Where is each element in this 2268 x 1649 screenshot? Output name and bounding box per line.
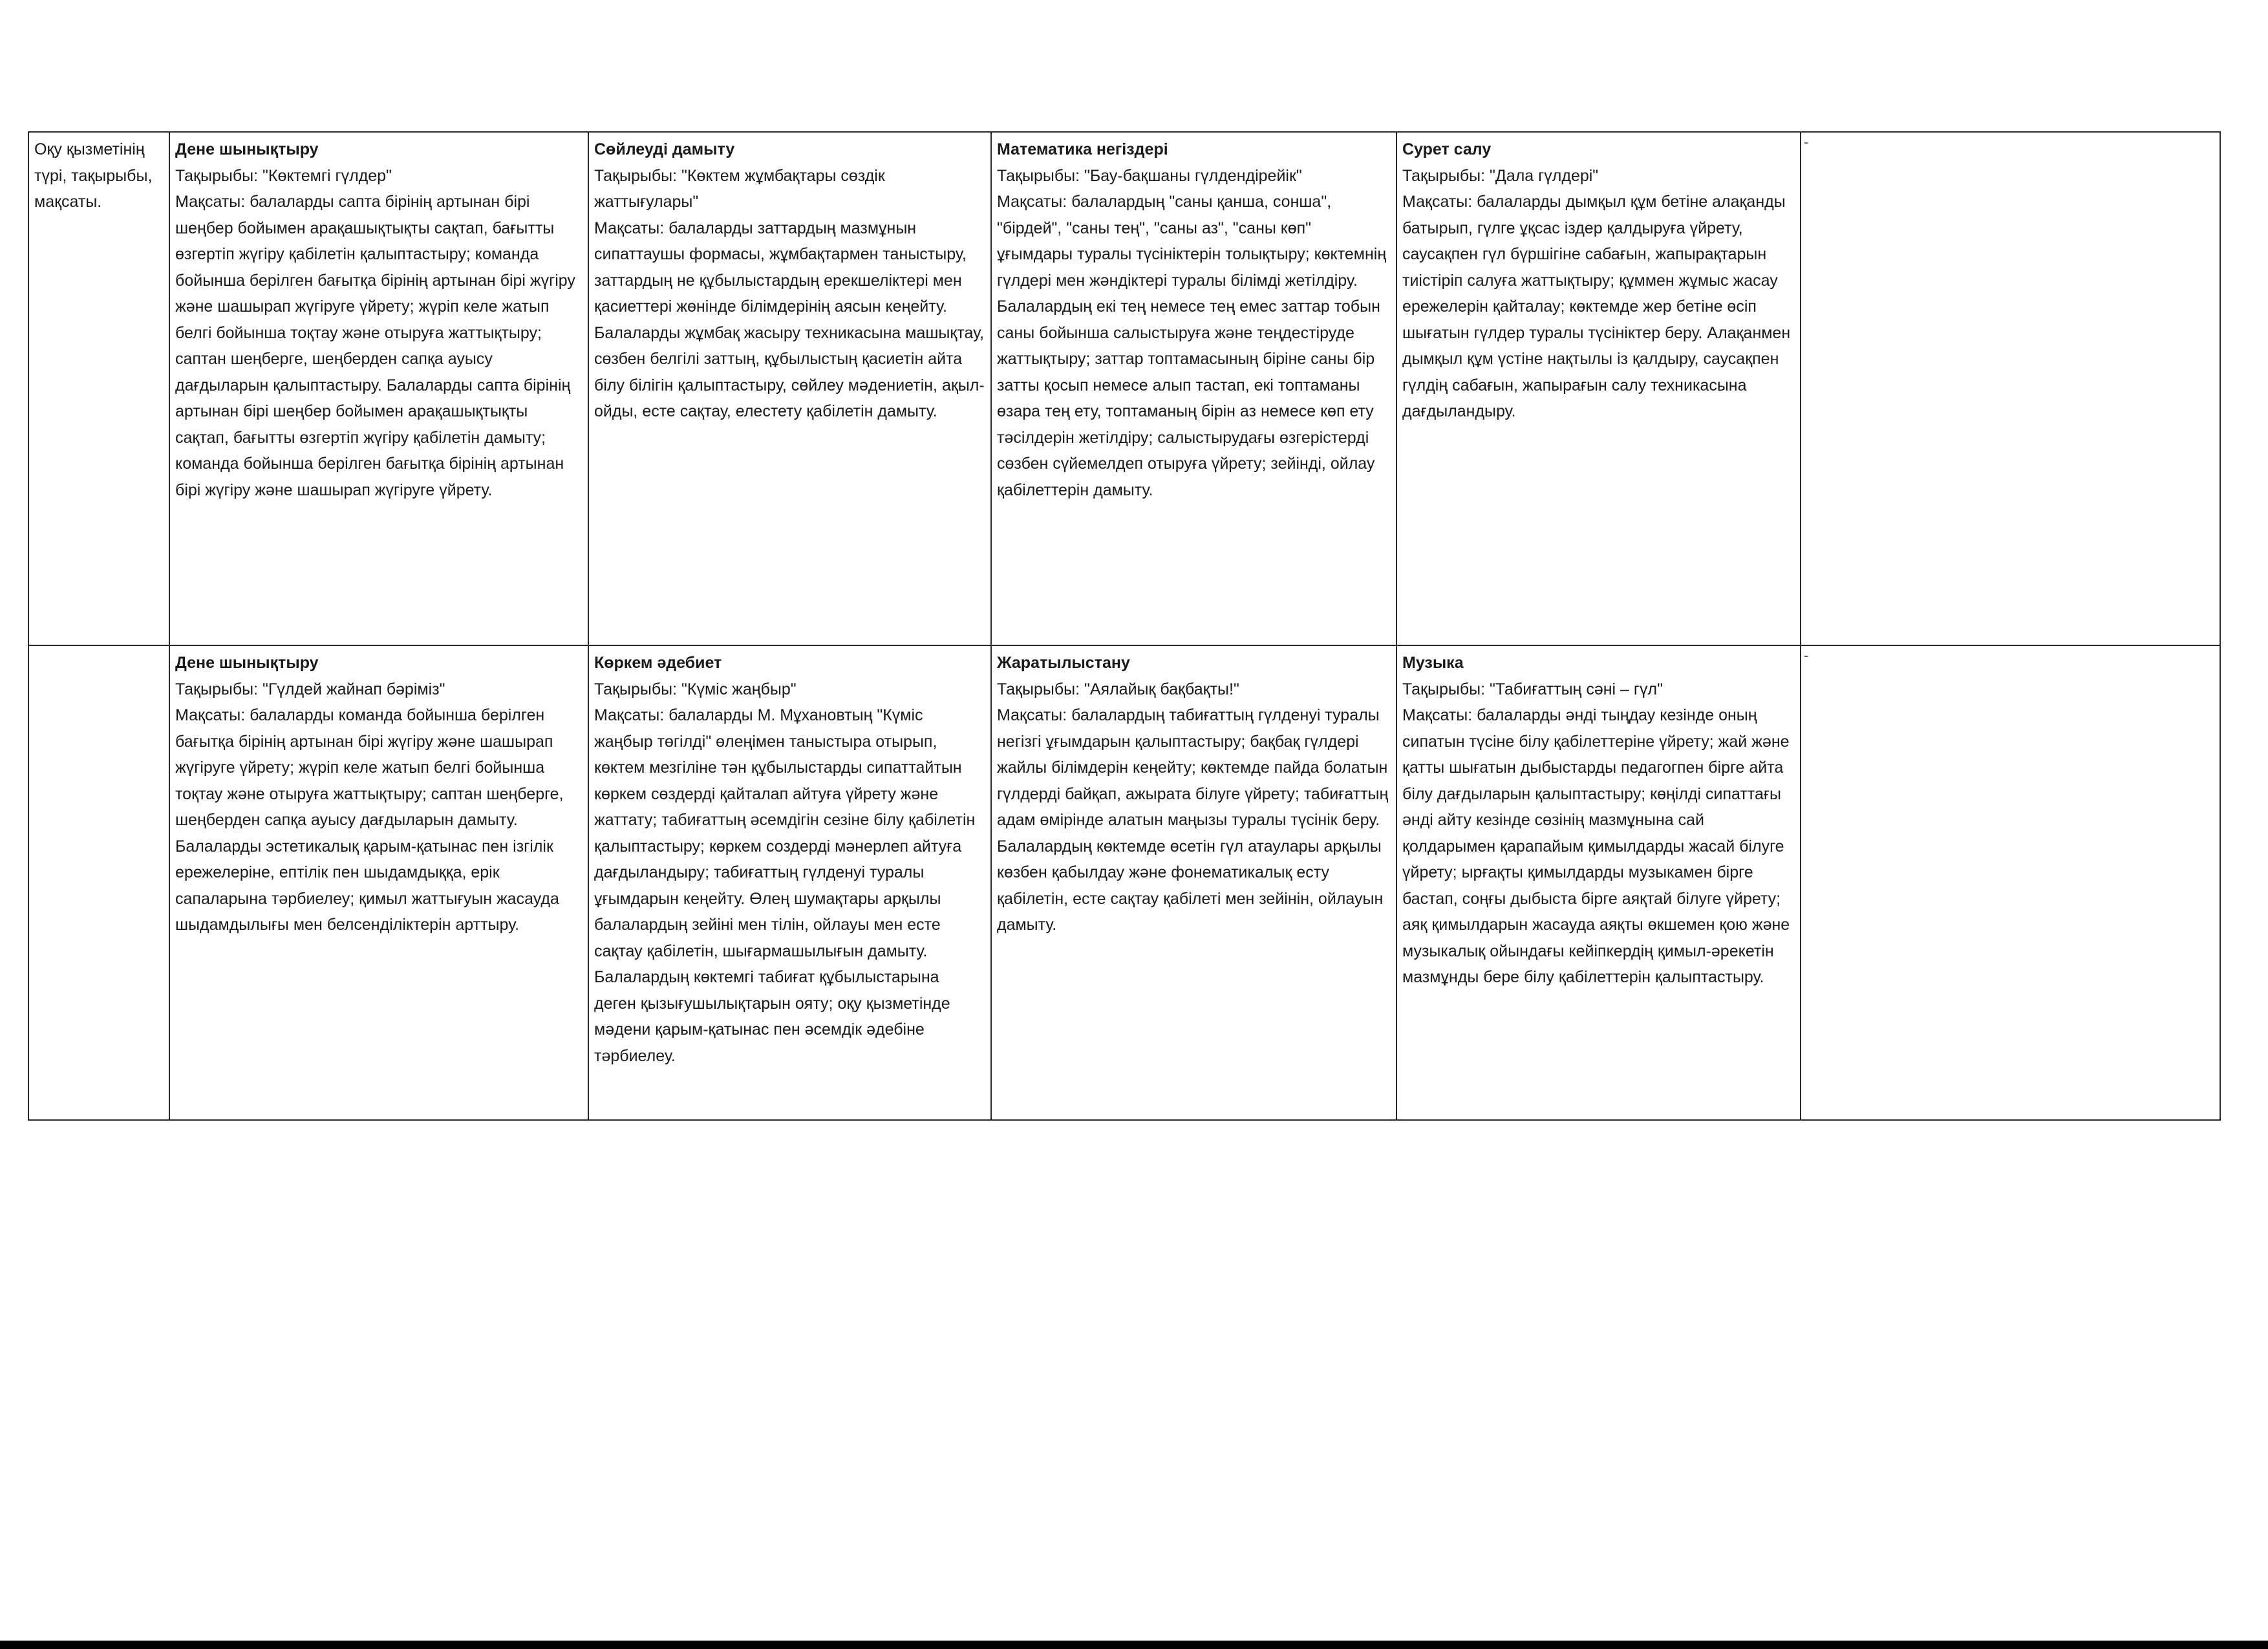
lesson-cell-mathematics: [991, 132, 1396, 645]
subject-title: Дене шынықтыру: [175, 654, 319, 672]
subject-title: Жаратылыстану: [997, 654, 1130, 672]
lesson-topic: Тақырыбы: "Көктемгі гүлдер": [175, 166, 392, 185]
lesson-cell-literature: [588, 645, 991, 1120]
lesson-cell-physical-education: [169, 132, 588, 645]
lesson-topic: Тақырыбы: "Гүлдей жайнап бәріміз": [175, 680, 445, 698]
table-row: [28, 132, 2220, 645]
lesson-goal: Мақсаты: балаларды команда бойынша берілген бағытқа бірінің артынан бірі жүгіру және шашырап жүгіруге үйрету; жүріп келе жатып белгі бойынша тоқтау және отыруға жаттықтыру; саптан шеңберге, шеңберден сапқа ауысу дағдыларын дамыту. Балаларды эстетикалық қарым-қатынас пен ізгілік ережелеріне, ептілік пен шыдамдыққа, ерік сапаларына тәрбиелеу; қимыл жаттығуын жасауда шыдамдылығы мен белсенділіктерін арттыру.: [175, 706, 564, 934]
lesson-goal: Мақсаты: балалардың табиғаттың гүлденуі туралы негізгі ұғымдарын қалыптастыру; бақбақ гүлдері жайлы білімдерін кеңейту; көктемде пайда болатын гүлдерді байқап, ажырата білуге үйрету; табиғаттың адам өмірінде алатын маңызы туралы түсінік беру. Балалардың көктемде өсетін гүл атаулары арқылы көзбен қабылдау және фонематикалық есту қабілетін, есте сақтау қабілеті мен зейінін, ойлауын дамыту.: [997, 706, 1389, 934]
scan-edge-bar: [0, 1641, 2268, 1649]
lesson-goal: Мақсаты: балалардың "саны қанша, сонша", "бірдей", "саны тең", "саны аз", "саны көп" ұғымдары туралы түсініктерін толықтыру; көктемнің гүлдері мен жәндіктері туралы білімді жетілдіру. Балалардың екі тең немесе тең емес заттар тобын саны бойынша салыстыруға және теңдестіруде жаттықтыру; заттар топтамасының біріне саны бір затты қосып немесе алып тастап, екі топтаманы өзара тең ету, топтаманың бірін аз немесе көп ету тәсілдерін жетілдіру; салыстырудағы өзгерістерді сөзбен сүйемелдеп отыруға үйрету; зейінді, ойлау қабілеттерін дамыту.: [997, 193, 1387, 499]
lesson-goal: Мақсаты: балаларды әнді тыңдау кезінде оның сипатын түсіне білу қабілеттеріне үйрету; жай және қатты шығатын дыбыстарды педагогпен бірге айта білу дағдыларын қалыптастыру; көңілді сипаттағы әнді айту кезінде сөзінің мазмұнына сай қолдарымен қарапайым қимылдарды жасай білуге үйрету; ырғақты қимылдарды музыкамен бірге бастап, соңғы дыбыста бірге аяқтай білуге үйрету; аяқ қимылдарын жасауда аяқты өкшемен қою және музыкалық ойындағы кейіпкердің қимыл-әрекетін мазмұнды бере білу қабілеттерін қалыптастыру.: [1402, 706, 1790, 986]
lesson-topic: Тақырыбы: "Көктем жұмбақтары сөздік жаттығулары": [594, 166, 885, 211]
dash-mark: -: [1804, 647, 1809, 663]
lesson-plan-table: [28, 131, 2221, 1121]
empty-cell: [1801, 645, 2220, 1120]
lesson-cell-natural-science: [991, 645, 1396, 1120]
lesson-goal: Мақсаты: балаларды дымқыл құм бетіне алақанды батырып, гүлге ұқсас іздер қалдыруға үйрету, саусақпен гүл бүршігіне сабағын, жапырақтарын тиістіріп салуға жаттықтыру; құммен жұмыс жасау ережелерін қайталау; көктемде жер бетіне өсіп шығатын гүлдер туралы түсініктер беру. Алақанмен дымқыл құм үстіне нақтылы із қалдыру, саусақпен гүлдің сабағын, жапырағын салу техникасына дағдыландыру.: [1402, 193, 1791, 420]
subject-title: Музыка: [1402, 654, 1464, 672]
lesson-topic: Тақырыбы: "Табиғаттың сәні – гүл": [1402, 680, 1663, 698]
lesson-cell-speech-development: [588, 132, 991, 645]
lesson-goal: Мақсаты: балаларды М. Мұхановтың "Күміс жаңбыр төгілді" өлеңімен таныстыра отырып, көктем мезгіліне тән құбылыстарды сипаттайтын көркем сөздерді қайталап айтуға үйрету және жаттату; табиғаттың әсемдігін сезіне білу қабілетін қалыптастыру; көркем создерді мәнерлеп айтуға дағдыландыру; табиғаттың гүлденуі туралы ұғымдарын кеңейту. Өлең шумақтары арқылы балалардың зейіні мен тілін, ойлауы мен есте сақтау қабілетін, шығармашылығын дамыту. Балалардың көктемгі табиғат құбылыстарына деген қызығушылықтарын ояту; оқу қызметінде мәдени қарым-қатынас пен әсемдік әдебіне тәрбиелеу.: [594, 706, 976, 1065]
empty-cell: [1801, 132, 2220, 645]
subject-title: Дене шынықтыру: [175, 140, 319, 158]
row-label: Оқу қызметінің түрі, тақырыбы, мақсаты.: [34, 140, 153, 211]
table-row: [28, 645, 2220, 1120]
lesson-topic: Тақырыбы: "Күміс жаңбыр": [594, 680, 797, 698]
lesson-cell-drawing: [1396, 132, 1801, 645]
lesson-goal: Мақсаты: балаларды заттардың мазмұнын сипаттаушы формасы, жұмбақтармен таныстыру, заттардың не құбылыстардың ерекшеліктері мен қасиеттері жөнінде білімдерінің аясын кеңейту. Балаларды жұмбақ жасыру техникасына машықтау, сөзбен белгілі заттың, құбылыстың қасиетін айта білу білігін қалыптастыру, сөйлеу мәдениетін, ақыл-ойды, есте сақтау, елестету қабілетін дамыту.: [594, 219, 985, 420]
subject-title: Сурет салу: [1402, 140, 1492, 158]
subject-title: Математика негіздері: [997, 140, 1168, 158]
row-label-cell: [28, 132, 169, 645]
subject-title: Сөйлеуді дамыту: [594, 140, 735, 158]
lesson-topic: Тақырыбы: "Бау-бақшаны гүлдендірейік": [997, 166, 1302, 185]
dash-mark: -: [1804, 134, 1809, 150]
lesson-topic: Тақырыбы: "Аялайық бақбақты!": [997, 680, 1239, 698]
lesson-topic: Тақырыбы: "Дала гүлдері": [1402, 166, 1599, 185]
subject-title: Көркем әдебиет: [594, 654, 722, 672]
lesson-cell-physical-education: [169, 645, 588, 1120]
row-label-cell-empty: [28, 645, 169, 1120]
lesson-goal: Мақсаты: балаларды сапта бірінің артынан бірі шеңбер бойымен арақашықтықты сақтап, бағытты өзгертіп жүгіру қабілетін қалыптастыру; команда бойынша берілген бағытқа бірінің артынан бірі жүгіру және шашырап жүгіруге үйрету; жүріп келе жатып белгі бойынша тоқтау және отыруға жаттықтыру; саптан шеңберге, шеңберден сапқа ауысу дағдыларын қалыптастыру. Балаларды сапта бірінің артынан бірі шеңбер бойымен арақашықтықты сақтап, бағытты өзгертіп жүгіру қабілетін дамыту; команда бойынша берілген бағытқа бірінің артынан бірі жүгіру және шашырап жүгіруге үйрету.: [175, 193, 575, 499]
lesson-cell-music: [1396, 645, 1801, 1120]
